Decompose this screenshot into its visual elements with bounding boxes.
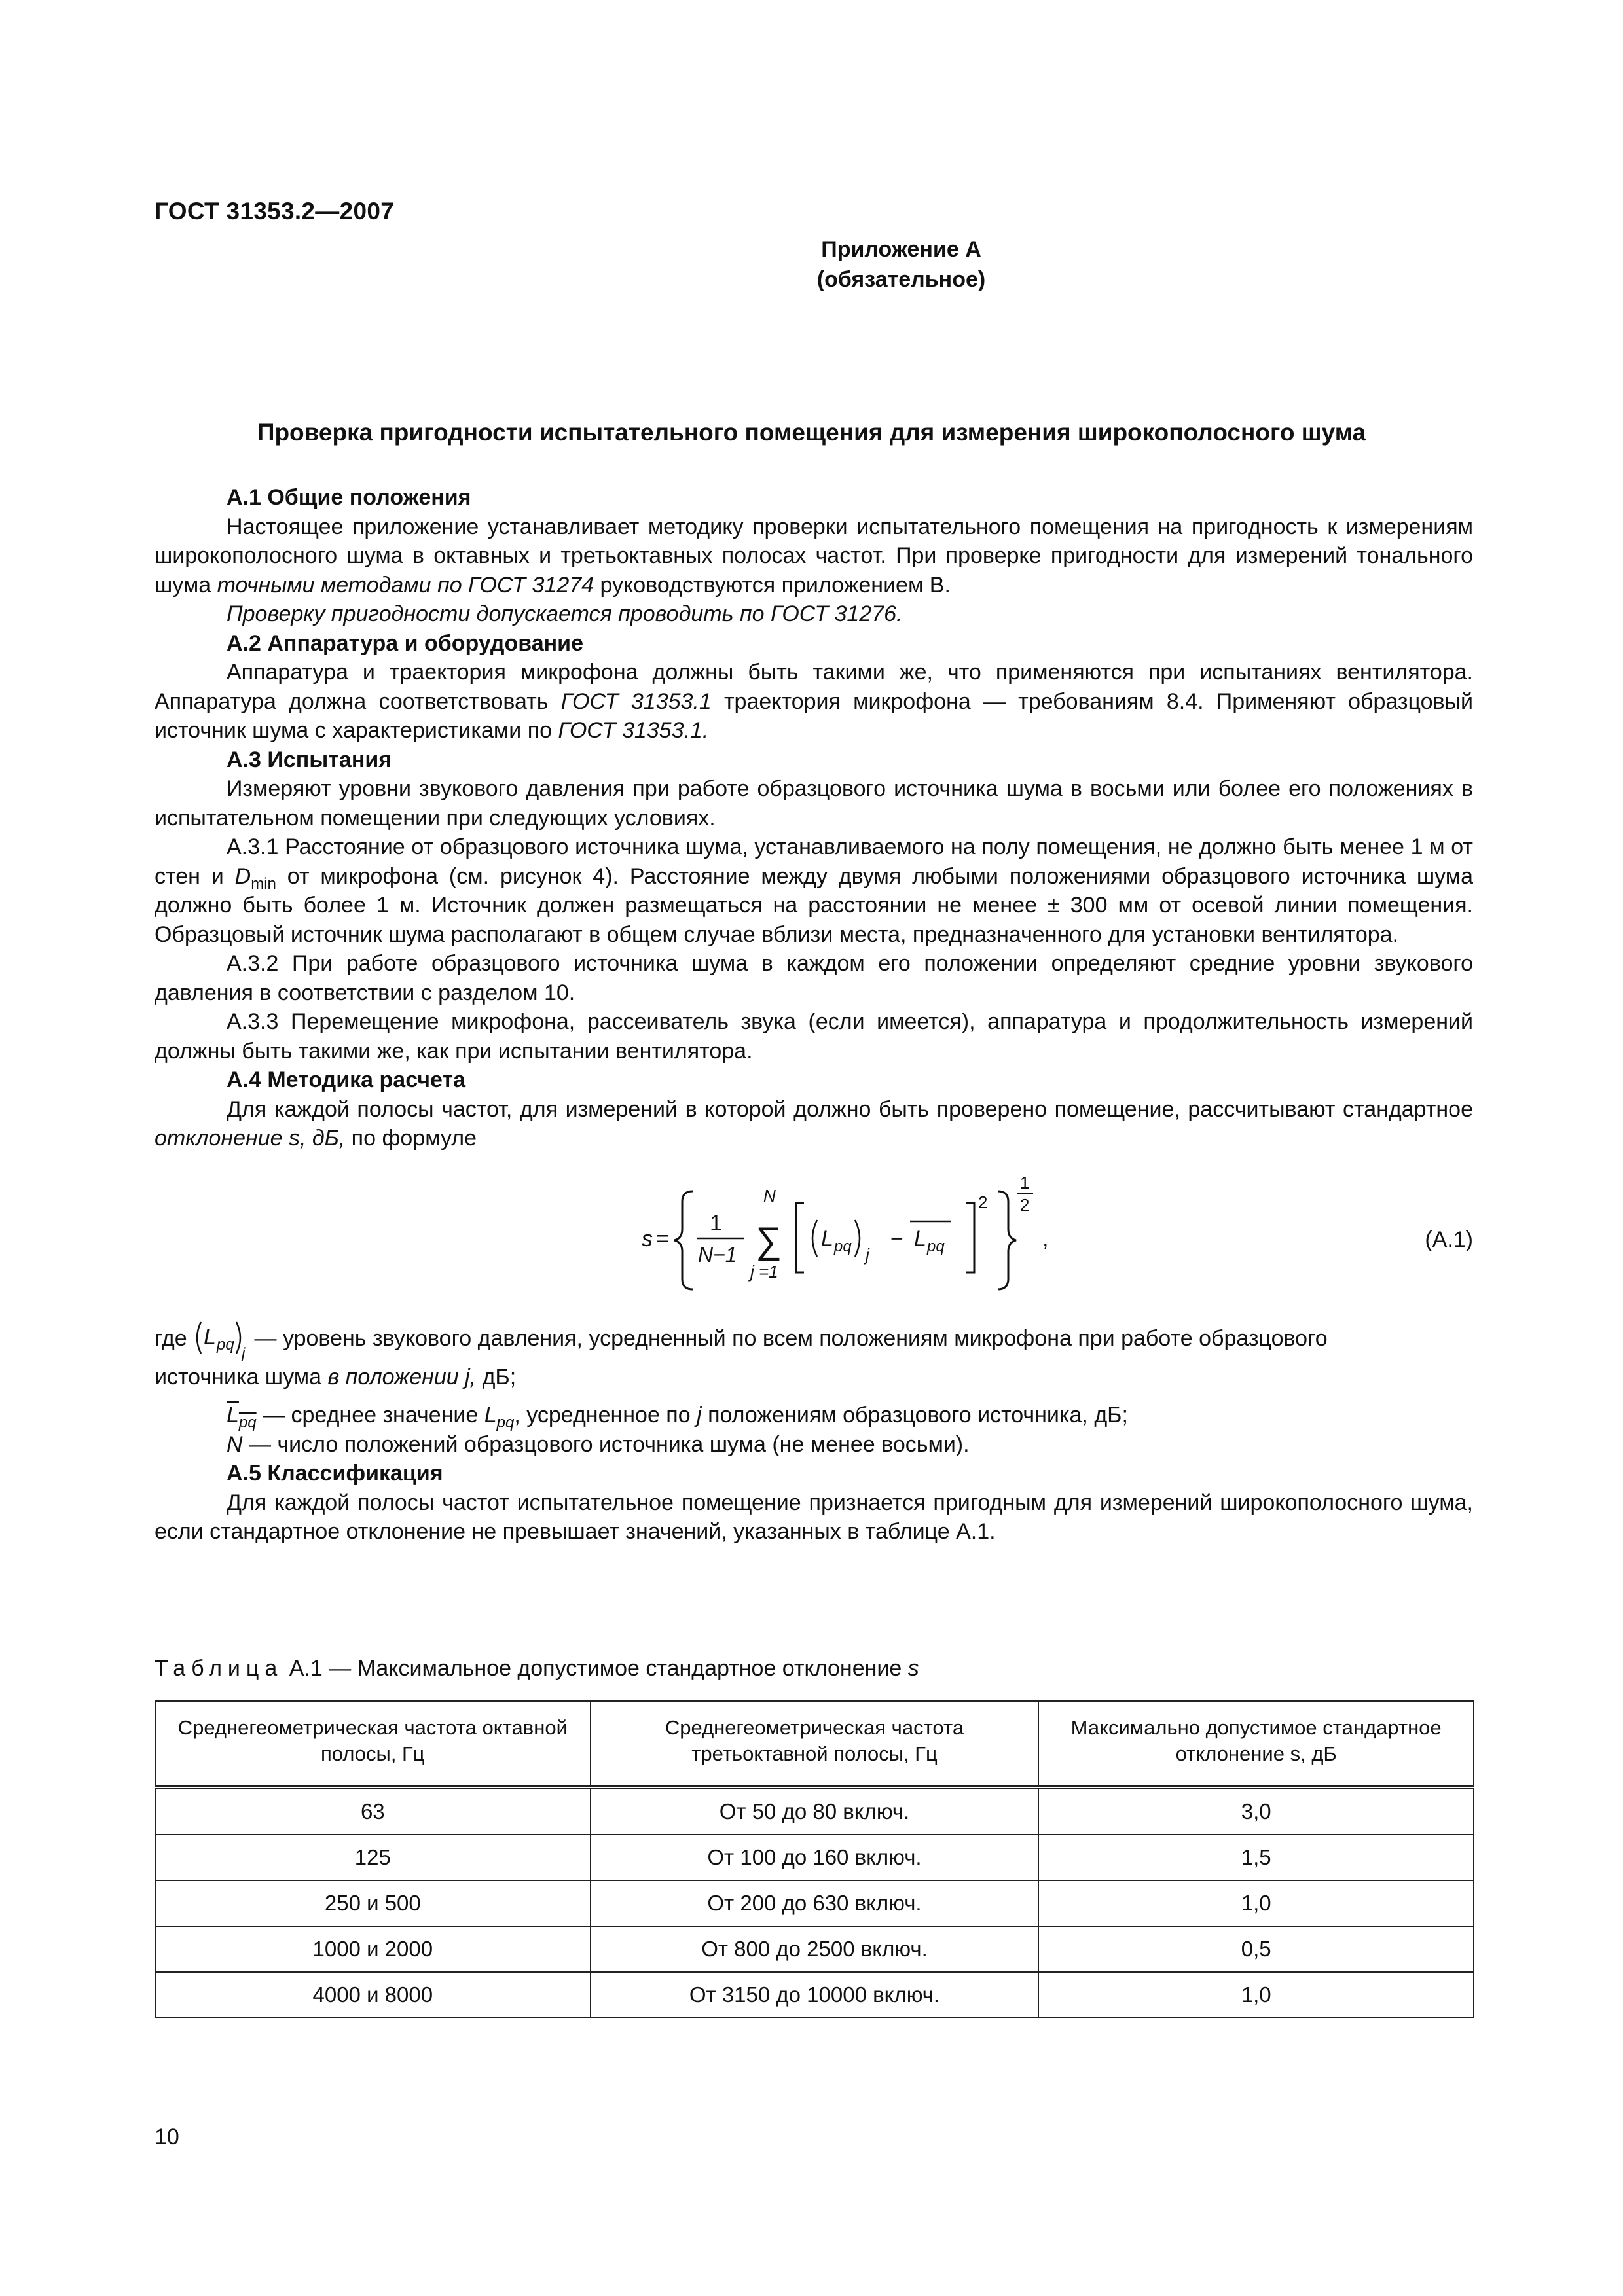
formula-a1	[639, 1173, 1176, 1297]
left-brace	[674, 1191, 693, 1289]
table-cell: От 200 до 630 включ.	[591, 1880, 1039, 1926]
table-row	[155, 1926, 1474, 1972]
table-a1	[155, 1700, 1474, 2018]
formula-j: j	[866, 1244, 869, 1265]
paragraph: Измеряют уровни звукового давления при работе образцового источника шума в восьми или более его положениях в испытательном помещении при следующих условиях.	[155, 776, 1473, 831]
table-cell: 1,0	[1038, 1880, 1474, 1926]
table-row	[155, 1972, 1474, 2018]
table-cell: 125	[155, 1835, 591, 1880]
section-heading-a1: А.1 Общие положения	[227, 485, 471, 510]
right-brace	[998, 1191, 1016, 1289]
table-cell: 4000 и 8000	[155, 1972, 591, 2018]
table-caption: Таблица А.1 — Максимальное допустимое стандартное отклонение s	[155, 1656, 919, 1681]
table-cell: 1000 и 2000	[155, 1926, 591, 1972]
document-code-header: ГОСТ 31353.2—2007	[155, 198, 395, 224]
body-text	[155, 483, 1473, 1547]
where-desc-1: — уровень звукового давления, усредненный по всем положениям микрофона при работе образцового	[248, 1325, 1328, 1351]
where-desc-3: N — число положений образцового источника шума (не менее восьми).	[227, 1431, 970, 1457]
formula-number: (А.1)	[1425, 1227, 1473, 1252]
table-row	[155, 1787, 1474, 1835]
section-heading-a4: А.4 Методика расчета	[227, 1067, 465, 1092]
table-header-cell: Среднегеометрическая частота третьоктавной полосы, Гц	[591, 1701, 1039, 1787]
table-cell: От 3150 до 10000 включ.	[591, 1972, 1039, 2018]
appendix-title: Приложение А	[821, 237, 981, 262]
table-row	[155, 1880, 1474, 1926]
formula-pq: pq	[834, 1237, 852, 1255]
table-cell: 250 и 500	[155, 1880, 591, 1926]
annex-title: Проверка пригодности испытательного помещения для измерения широкополосного шума	[257, 419, 1366, 446]
section-heading-a3: А.3 Испытания	[227, 747, 392, 772]
table-cell: От 50 до 80 включ.	[591, 1787, 1039, 1835]
table-cell: 1,5	[1038, 1835, 1474, 1880]
formula-minus: −	[890, 1226, 903, 1251]
svg-text:L: L	[204, 1324, 216, 1350]
exponent-numerator: 1	[1020, 1172, 1030, 1193]
left-bracket	[796, 1203, 804, 1272]
exponent-denominator: 2	[1020, 1194, 1030, 1215]
where-line-1	[155, 1306, 1473, 1363]
paragraph: Проверку пригодности допускается проводить по ГОСТ 31276.	[227, 601, 903, 626]
section-heading-a5: А.5 Классификация	[227, 1461, 443, 1486]
table-cell: От 100 до 160 включ.	[591, 1835, 1039, 1880]
appendix-status: (обязательное)	[816, 267, 986, 292]
table-header-cell: Среднегеометрическая частота октавной полосы, Гц	[155, 1701, 591, 1787]
formula-lhs: s	[642, 1226, 653, 1251]
sum-sign: ∑	[756, 1219, 782, 1261]
table-cell: 63	[155, 1787, 591, 1835]
left-paren	[812, 1220, 817, 1257]
paragraph: Для каждой полосы частот испытательное помещение признается пригодным для измерений широкополосного шума, если стандартное отклонение не превышает значений, указанных в таблице А.1.	[155, 1490, 1473, 1544]
table-cell: 1,0	[1038, 1972, 1474, 2018]
appendix-heading	[90, 234, 1623, 295]
formula-L-mean: L	[914, 1226, 926, 1251]
table-row	[155, 1835, 1474, 1880]
where-prefix: где	[155, 1325, 187, 1351]
table-cell: 0,5	[1038, 1926, 1474, 1972]
paragraph: А.3.1 Расстояние от образцового источника шума, устанавливаемого на полу помещения, не должно быть менее 1 м от стен и $D_{min}$ от микрофона (см. рисунок 4). Расстояние между двумя любыми положениями образцового источника шума должно быть более 1 м. Источник должен размещаться на расстоянии не менее ± 300 мм от осевой линии помещения. Образцовый источник шума располагают в общем случае вблизи места, предназначенного для установки вентилятора.	[155, 834, 1473, 947]
formula-power: 2	[978, 1192, 988, 1212]
symbol-Lpq-j	[193, 1316, 248, 1361]
table-header-cell: Максимально допустимое стандартное отклонение s, дБ	[1038, 1701, 1474, 1787]
fraction-denominator: N−1	[698, 1242, 737, 1266]
right-paren	[855, 1220, 860, 1257]
sum-upper-limit: N	[763, 1185, 776, 1206]
page-number: 10	[155, 2125, 179, 2149]
fraction-numerator: 1	[710, 1210, 722, 1236]
paragraph: Для каждой полосы частот, для измерений в которой должно быть проверено помещение, рассчитывают стандартное отклонение s, дБ, по формуле	[155, 1096, 1473, 1151]
paragraph: А.3.2 При работе образцового источника шума в каждом его положении определяют средние уровни звукового давления в соответствии с разделом 10.	[155, 951, 1473, 1005]
where-desc-1-continued: источника шума в положении j, дБ;	[155, 1364, 517, 1390]
sum-lower-limit: j =1	[750, 1261, 778, 1282]
paragraph: Настоящее приложение устанавливает методику проверки испытательного помещения на пригодность к измерениям широкополосного шума в октавных и третьоктавных полосах частот. При проверке пригодности для измерений тонального шума точными методами по ГОСТ 31274 руководствуются приложением В.	[155, 514, 1473, 598]
formula-pq-mean: pq	[927, 1237, 945, 1255]
section-heading-a2: А.2 Аппаратура и оборудование	[227, 630, 583, 656]
where-desc-2: $L_{pq}$ — среднее значение $L_{pq}$, усредненное по j положениям образцового источника, дБ;	[227, 1403, 1128, 1431]
formula-eq: =	[656, 1226, 669, 1251]
mean-symbol: $L_{pq}$	[227, 1403, 257, 1431]
paragraph: Аппаратура и траектория микрофона должны быть такими же, что применяются при испытаниях вентилятора. Аппаратура должна соответствовать ГОСТ 31353.1 траектория микрофона — требованиям 8.4. Применяют образцовый источник шума с характеристиками по ГОСТ 31353.1.	[155, 660, 1474, 743]
svg-text:j: j	[242, 1344, 246, 1361]
table-cell: 3,0	[1038, 1787, 1474, 1835]
formula-L: L	[821, 1226, 833, 1251]
paragraph: А.3.3 Перемещение микрофона, рассеиватель звука (если имеется), аппаратура и продолжительность измерений должны быть такими же, как при испытании вентилятора.	[155, 1009, 1473, 1064]
table-cell: От 800 до 2500 включ.	[591, 1926, 1039, 1972]
formula-comma: ,	[1042, 1226, 1049, 1251]
right-bracket	[966, 1203, 974, 1272]
svg-text:pq: pq	[217, 1335, 234, 1354]
formula-row	[155, 1173, 1473, 1297]
